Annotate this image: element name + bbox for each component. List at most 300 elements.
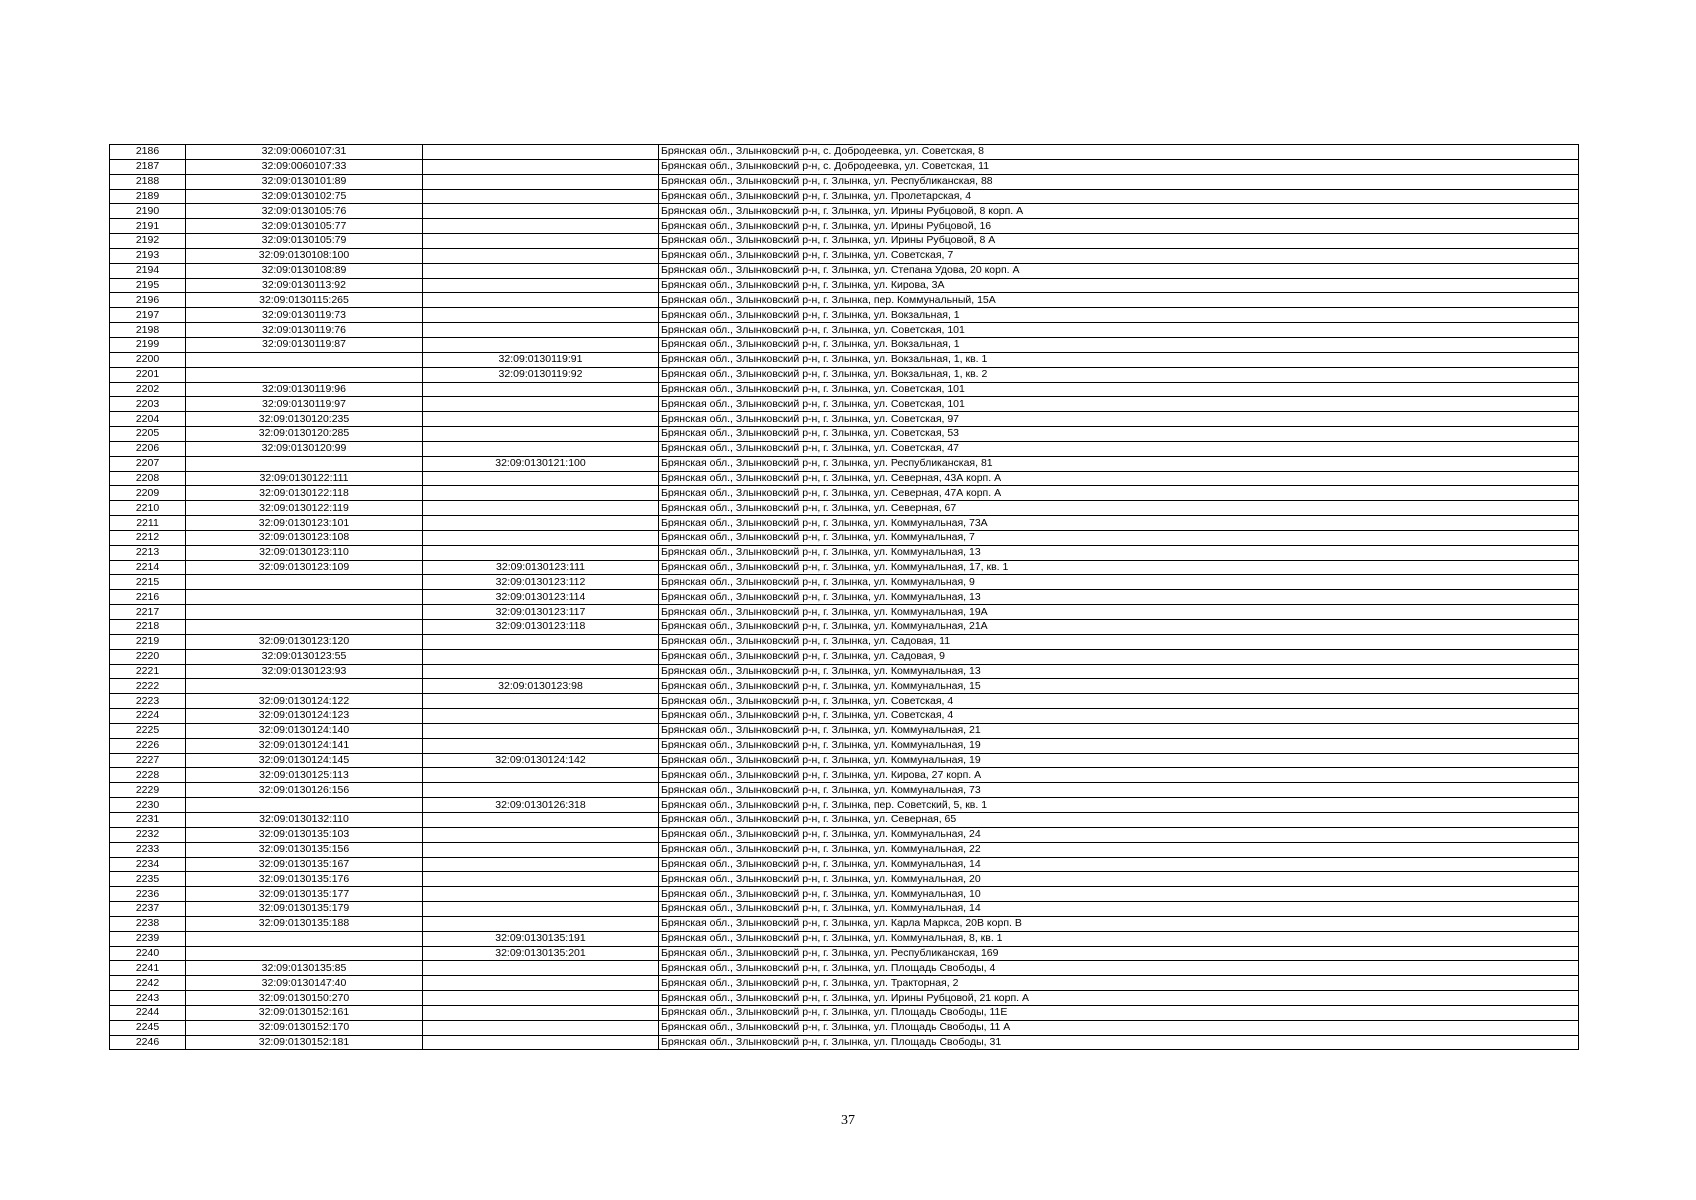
related-cadastral-number-cell — [423, 323, 659, 338]
row-number-cell: 2245 — [110, 1020, 186, 1035]
row-number-cell: 2213 — [110, 545, 186, 560]
cadastral-number-cell: 32:09:0130120:235 — [186, 412, 423, 427]
related-cadastral-number-cell — [423, 263, 659, 278]
cadastral-number-cell: 32:09:0130108:89 — [186, 263, 423, 278]
cadastral-number-cell: 32:09:0130150:270 — [186, 991, 423, 1006]
cadastral-number-cell: 32:09:0130123:101 — [186, 516, 423, 531]
row-number-cell: 2239 — [110, 931, 186, 946]
address-cell: Брянская обл., Злынковский р-н, г. Злынка, ул. Тракторная, 2 — [659, 976, 1579, 991]
address-cell: Брянская обл., Злынковский р-н, г. Злынка, ул. Советская, 47 — [659, 441, 1579, 456]
row-number-cell: 2201 — [110, 367, 186, 382]
table-row — [110, 456, 1579, 471]
table-row — [110, 278, 1579, 293]
related-cadastral-number-cell — [423, 337, 659, 352]
address-cell: Брянская обл., Злынковский р-н, г. Злынка, ул. Коммунальная, 21А — [659, 620, 1579, 635]
cadastral-number-cell: 32:09:0130120:285 — [186, 427, 423, 442]
row-number-cell: 2232 — [110, 827, 186, 842]
table-row — [110, 991, 1579, 1006]
related-cadastral-number-cell — [423, 145, 659, 160]
table-row — [110, 293, 1579, 308]
address-cell: Брянская обл., Злынковский р-н, г. Злынка, ул. Республиканская, 81 — [659, 456, 1579, 471]
row-number-cell: 2186 — [110, 145, 186, 160]
address-cell: Брянская обл., Злынковский р-н, с. Добродеевка, ул. Советская, 11 — [659, 159, 1579, 174]
table-row — [110, 649, 1579, 664]
cadastral-number-cell: 32:09:0130119:96 — [186, 382, 423, 397]
row-number-cell: 2236 — [110, 887, 186, 902]
related-cadastral-number-cell — [423, 664, 659, 679]
related-cadastral-number-cell — [423, 1020, 659, 1035]
cadastral-number-cell: 32:09:0130108:100 — [186, 248, 423, 263]
table-row — [110, 337, 1579, 352]
row-number-cell: 2217 — [110, 605, 186, 620]
related-cadastral-number-cell — [423, 694, 659, 709]
table-row — [110, 694, 1579, 709]
address-cell: Брянская обл., Злынковский р-н, г. Злынка, ул. Северная, 47А корп. А — [659, 486, 1579, 501]
address-cell: Брянская обл., Злынковский р-н, г. Злынка, ул. Ирины Рубцовой, 8 А — [659, 234, 1579, 249]
address-cell: Брянская обл., Злынковский р-н, г. Злынка, ул. Площадь Свободы, 11 А — [659, 1020, 1579, 1035]
address-cell: Брянская обл., Злынковский р-н, г. Злынка, ул. Коммунальная, 19 — [659, 738, 1579, 753]
row-number-cell: 2226 — [110, 738, 186, 753]
address-cell: Брянская обл., Злынковский р-н, г. Злынка, ул. Советская, 101 — [659, 382, 1579, 397]
address-cell: Брянская обл., Злынковский р-н, г. Злынка, ул. Кирова, 3А — [659, 278, 1579, 293]
related-cadastral-number-cell — [423, 1005, 659, 1020]
address-cell: Брянская обл., Злынковский р-н, г. Злынка, ул. Коммунальная, 14 — [659, 902, 1579, 917]
cadastral-number-cell — [186, 456, 423, 471]
cadastral-number-cell: 32:09:0130123:120 — [186, 634, 423, 649]
row-number-cell: 2222 — [110, 679, 186, 694]
related-cadastral-number-cell — [423, 278, 659, 293]
cadastral-number-cell: 32:09:0130152:170 — [186, 1020, 423, 1035]
row-number-cell: 2224 — [110, 709, 186, 724]
table-row — [110, 723, 1579, 738]
cadastral-number-cell — [186, 798, 423, 813]
table-row — [110, 679, 1579, 694]
cadastral-number-cell — [186, 605, 423, 620]
cadastral-number-cell — [186, 679, 423, 694]
address-cell: Брянская обл., Злынковский р-н, г. Злынка, ул. Советская, 4 — [659, 709, 1579, 724]
cadastral-number-cell: 32:09:0130123:93 — [186, 664, 423, 679]
row-number-cell: 2187 — [110, 159, 186, 174]
address-cell: Брянская обл., Злынковский р-н, г. Злынка, ул. Северная, 65 — [659, 812, 1579, 827]
cadastral-number-cell — [186, 590, 423, 605]
cadastral-number-cell: 32:09:0130135:179 — [186, 902, 423, 917]
related-cadastral-number-cell — [423, 486, 659, 501]
cadastral-number-cell: 32:09:0060107:31 — [186, 145, 423, 160]
cadastral-number-cell: 32:09:0130115:265 — [186, 293, 423, 308]
row-number-cell: 2235 — [110, 872, 186, 887]
row-number-cell: 2205 — [110, 427, 186, 442]
related-cadastral-number-cell — [423, 501, 659, 516]
cadastral-number-cell: 32:09:0130123:108 — [186, 530, 423, 545]
address-cell: Брянская обл., Злынковский р-н, г. Злынка, ул. Республиканская, 169 — [659, 946, 1579, 961]
address-cell: Брянская обл., Злынковский р-н, г. Злынка, ул. Ирины Рубцовой, 21 корп. А — [659, 991, 1579, 1006]
cadastral-number-cell: 32:09:0130113:92 — [186, 278, 423, 293]
cadastral-number-cell: 32:09:0130124:122 — [186, 694, 423, 709]
row-number-cell: 2228 — [110, 768, 186, 783]
address-cell: Брянская обл., Злынковский р-н, г. Злынка, ул. Вокзальная, 1 — [659, 337, 1579, 352]
address-cell: Брянская обл., Злынковский р-н, г. Злынка, ул. Ирины Рубцовой, 8 корп. А — [659, 204, 1579, 219]
related-cadastral-number-cell — [423, 991, 659, 1006]
cadastral-number-cell: 32:09:0130147:40 — [186, 976, 423, 991]
row-number-cell: 2246 — [110, 1035, 186, 1050]
table-row — [110, 827, 1579, 842]
address-cell: Брянская обл., Злынковский р-н, г. Злынка, ул. Советская, 101 — [659, 323, 1579, 338]
related-cadastral-number-cell — [423, 189, 659, 204]
cadastral-number-cell: 32:09:0130132:110 — [186, 812, 423, 827]
related-cadastral-number-cell — [423, 842, 659, 857]
table-row — [110, 560, 1579, 575]
table-row — [110, 976, 1579, 991]
address-cell: Брянская обл., Злынковский р-н, г. Злынка, ул. Карла Маркса, 20В корп. В — [659, 916, 1579, 931]
address-cell: Брянская обл., Злынковский р-н, г. Злынка, ул. Коммунальная, 17, кв. 1 — [659, 560, 1579, 575]
related-cadastral-number-cell — [423, 649, 659, 664]
related-cadastral-number-cell — [423, 902, 659, 917]
related-cadastral-number-cell — [423, 976, 659, 991]
row-number-cell: 2234 — [110, 857, 186, 872]
cadastral-number-cell: 32:09:0130124:140 — [186, 723, 423, 738]
address-cell: Брянская обл., Злынковский р-н, г. Злынка, ул. Советская, 97 — [659, 412, 1579, 427]
address-cell: Брянская обл., Злынковский р-н, г. Злынка, ул. Советская, 53 — [659, 427, 1579, 442]
row-number-cell: 2191 — [110, 219, 186, 234]
row-number-cell: 2196 — [110, 293, 186, 308]
table-row — [110, 323, 1579, 338]
table-row — [110, 145, 1579, 160]
address-cell: Брянская обл., Злынковский р-н, г. Злынка, ул. Коммунальная, 10 — [659, 887, 1579, 902]
related-cadastral-number-cell — [423, 857, 659, 872]
row-number-cell: 2240 — [110, 946, 186, 961]
address-cell: Брянская обл., Злынковский р-н, г. Злынка, ул. Коммунальная, 19А — [659, 605, 1579, 620]
address-cell: Брянская обл., Злынковский р-н, г. Злынка, ул. Кирова, 27 корп. А — [659, 768, 1579, 783]
related-cadastral-number-cell — [423, 471, 659, 486]
cadastral-number-cell — [186, 931, 423, 946]
row-number-cell: 2204 — [110, 412, 186, 427]
address-cell: Брянская обл., Злынковский р-н, г. Злынка, ул. Площадь Свободы, 31 — [659, 1035, 1579, 1050]
related-cadastral-number-cell: 32:09:0130126:318 — [423, 798, 659, 813]
related-cadastral-number-cell: 32:09:0130124:142 — [423, 753, 659, 768]
related-cadastral-number-cell: 32:09:0130123:117 — [423, 605, 659, 620]
related-cadastral-number-cell — [423, 174, 659, 189]
related-cadastral-number-cell: 32:09:0130121:100 — [423, 456, 659, 471]
cadastral-number-cell: 32:09:0130105:77 — [186, 219, 423, 234]
row-number-cell: 2241 — [110, 961, 186, 976]
cadastral-number-cell: 32:09:0130135:167 — [186, 857, 423, 872]
address-cell: Брянская обл., Злынковский р-н, г. Злынка, ул. Северная, 67 — [659, 501, 1579, 516]
cadastral-number-cell — [186, 946, 423, 961]
address-cell: Брянская обл., Злынковский р-н, г. Злынка, ул. Коммунальная, 13 — [659, 664, 1579, 679]
address-cell: Брянская обл., Злынковский р-н, г. Злынка, ул. Коммунальная, 73 — [659, 783, 1579, 798]
related-cadastral-number-cell — [423, 397, 659, 412]
related-cadastral-number-cell — [423, 308, 659, 323]
row-number-cell: 2197 — [110, 308, 186, 323]
related-cadastral-number-cell: 32:09:0130123:112 — [423, 575, 659, 590]
related-cadastral-number-cell: 32:09:0130135:191 — [423, 931, 659, 946]
row-number-cell: 2206 — [110, 441, 186, 456]
cadastral-number-cell: 32:09:0130122:119 — [186, 501, 423, 516]
row-number-cell: 2233 — [110, 842, 186, 857]
table-row — [110, 159, 1579, 174]
row-number-cell: 2207 — [110, 456, 186, 471]
table-row — [110, 204, 1579, 219]
related-cadastral-number-cell — [423, 634, 659, 649]
related-cadastral-number-cell: 32:09:0130123:111 — [423, 560, 659, 575]
related-cadastral-number-cell: 32:09:0130123:114 — [423, 590, 659, 605]
row-number-cell: 2218 — [110, 620, 186, 635]
row-number-cell: 2227 — [110, 753, 186, 768]
table-row — [110, 234, 1579, 249]
related-cadastral-number-cell — [423, 248, 659, 263]
address-cell: Брянская обл., Злынковский р-н, г. Злынка, ул. Советская, 101 — [659, 397, 1579, 412]
address-cell: Брянская обл., Злынковский р-н, г. Злынка, ул. Коммунальная, 8, кв. 1 — [659, 931, 1579, 946]
row-number-cell: 2231 — [110, 812, 186, 827]
table-row — [110, 605, 1579, 620]
cadastral-number-cell: 32:09:0130135:85 — [186, 961, 423, 976]
address-cell: Брянская обл., Злынковский р-н, г. Злынка, ул. Коммунальная, 21 — [659, 723, 1579, 738]
address-cell: Брянская обл., Злынковский р-н, г. Злынка, пер. Советский, 5, кв. 1 — [659, 798, 1579, 813]
row-number-cell: 2211 — [110, 516, 186, 531]
address-cell: Брянская обл., Злынковский р-н, г. Злынка, ул. Советская, 4 — [659, 694, 1579, 709]
row-number-cell: 2199 — [110, 337, 186, 352]
related-cadastral-number-cell — [423, 1035, 659, 1050]
table-row — [110, 1005, 1579, 1020]
address-cell: Брянская обл., Злынковский р-н, г. Злынка, ул. Коммунальная, 19 — [659, 753, 1579, 768]
cadastral-number-cell: 32:09:0130105:79 — [186, 234, 423, 249]
related-cadastral-number-cell: 32:09:0130119:91 — [423, 352, 659, 367]
row-number-cell: 2208 — [110, 471, 186, 486]
cadastral-number-cell: 32:09:0060107:33 — [186, 159, 423, 174]
cadastral-number-cell: 32:09:0130105:76 — [186, 204, 423, 219]
related-cadastral-number-cell — [423, 709, 659, 724]
address-cell: Брянская обл., Злынковский р-н, г. Злынка, ул. Коммунальная, 24 — [659, 827, 1579, 842]
related-cadastral-number-cell — [423, 783, 659, 798]
address-cell: Брянская обл., Злынковский р-н, г. Злынка, ул. Вокзальная, 1 — [659, 308, 1579, 323]
table-row — [110, 412, 1579, 427]
row-number-cell: 2203 — [110, 397, 186, 412]
cadastral-number-cell: 32:09:0130123:109 — [186, 560, 423, 575]
table-row — [110, 1020, 1579, 1035]
cadastral-number-cell: 32:09:0130152:161 — [186, 1005, 423, 1020]
cadastral-number-cell: 32:09:0130122:118 — [186, 486, 423, 501]
table-row — [110, 486, 1579, 501]
cadastral-number-cell: 32:09:0130126:156 — [186, 783, 423, 798]
table-row — [110, 530, 1579, 545]
cadastral-number-cell: 32:09:0130135:188 — [186, 916, 423, 931]
cadastral-number-cell: 32:09:0130124:123 — [186, 709, 423, 724]
address-cell: Брянская обл., Злынковский р-н, с. Добродеевка, ул. Советская, 8 — [659, 145, 1579, 160]
related-cadastral-number-cell — [423, 516, 659, 531]
table-row — [110, 783, 1579, 798]
related-cadastral-number-cell — [423, 812, 659, 827]
table-row — [110, 189, 1579, 204]
cadastral-number-cell: 32:09:0130135:177 — [186, 887, 423, 902]
related-cadastral-number-cell — [423, 159, 659, 174]
related-cadastral-number-cell — [423, 530, 659, 545]
table-row — [110, 516, 1579, 531]
page-number: 37 — [841, 1113, 855, 1128]
row-number-cell: 2219 — [110, 634, 186, 649]
related-cadastral-number-cell — [423, 738, 659, 753]
row-number-cell: 2212 — [110, 530, 186, 545]
address-cell: Брянская обл., Злынковский р-н, г. Злынка, ул. Садовая, 11 — [659, 634, 1579, 649]
row-number-cell: 2202 — [110, 382, 186, 397]
address-cell: Брянская обл., Злынковский р-н, г. Злынка, ул. Коммунальная, 15 — [659, 679, 1579, 694]
row-number-cell: 2194 — [110, 263, 186, 278]
table-row — [110, 798, 1579, 813]
address-cell: Брянская обл., Злынковский р-н, г. Злынка, пер. Коммунальный, 15А — [659, 293, 1579, 308]
row-number-cell: 2188 — [110, 174, 186, 189]
table-row — [110, 887, 1579, 902]
row-number-cell: 2195 — [110, 278, 186, 293]
address-cell: Брянская обл., Злынковский р-н, г. Злынка, ул. Садовая, 9 — [659, 649, 1579, 664]
cadastral-number-cell: 32:09:0130152:181 — [186, 1035, 423, 1050]
row-number-cell: 2244 — [110, 1005, 186, 1020]
cadastral-number-cell — [186, 620, 423, 635]
related-cadastral-number-cell — [423, 234, 659, 249]
related-cadastral-number-cell — [423, 872, 659, 887]
address-cell: Брянская обл., Злынковский р-н, г. Злынка, ул. Республиканская, 88 — [659, 174, 1579, 189]
row-number-cell: 2242 — [110, 976, 186, 991]
row-number-cell: 2221 — [110, 664, 186, 679]
row-number-cell: 2237 — [110, 902, 186, 917]
table-row — [110, 634, 1579, 649]
cadastral-number-cell: 32:09:0130124:141 — [186, 738, 423, 753]
row-number-cell: 2200 — [110, 352, 186, 367]
table-row — [110, 308, 1579, 323]
related-cadastral-number-cell — [423, 441, 659, 456]
cadastral-number-cell — [186, 367, 423, 382]
address-cell: Брянская обл., Злынковский р-н, г. Злынка, ул. Коммунальная, 20 — [659, 872, 1579, 887]
related-cadastral-number-cell — [423, 887, 659, 902]
cadastral-number-cell: 32:09:0130101:89 — [186, 174, 423, 189]
cadastral-number-cell: 32:09:0130123:55 — [186, 649, 423, 664]
row-number-cell: 2225 — [110, 723, 186, 738]
related-cadastral-number-cell — [423, 545, 659, 560]
row-number-cell: 2198 — [110, 323, 186, 338]
cadastral-number-cell: 32:09:0130124:145 — [186, 753, 423, 768]
table-row — [110, 501, 1579, 516]
table-row — [110, 753, 1579, 768]
table-row — [110, 842, 1579, 857]
table-row — [110, 174, 1579, 189]
table-row — [110, 1035, 1579, 1050]
property-table — [109, 144, 1579, 1050]
table-row — [110, 620, 1579, 635]
table-row — [110, 931, 1579, 946]
row-number-cell: 2223 — [110, 694, 186, 709]
table-row — [110, 248, 1579, 263]
address-cell: Брянская обл., Злынковский р-н, г. Злынка, ул. Коммунальная, 14 — [659, 857, 1579, 872]
address-cell: Брянская обл., Злынковский р-н, г. Злынка, ул. Степана Удова, 20 корп. А — [659, 263, 1579, 278]
address-cell: Брянская обл., Злынковский р-н, г. Злынка, ул. Советская, 7 — [659, 248, 1579, 263]
address-cell: Брянская обл., Злынковский р-н, г. Злынка, ул. Коммунальная, 22 — [659, 842, 1579, 857]
cadastral-number-cell: 32:09:0130119:97 — [186, 397, 423, 412]
address-cell: Брянская обл., Злынковский р-н, г. Злынка, ул. Северная, 43А корп. А — [659, 471, 1579, 486]
address-cell: Брянская обл., Злынковский р-н, г. Злынка, ул. Коммунальная, 73А — [659, 516, 1579, 531]
row-number-cell: 2214 — [110, 560, 186, 575]
cadastral-number-cell: 32:09:0130119:76 — [186, 323, 423, 338]
cadastral-number-cell: 32:09:0130123:110 — [186, 545, 423, 560]
cadastral-number-cell: 32:09:0130119:87 — [186, 337, 423, 352]
row-number-cell: 2215 — [110, 575, 186, 590]
table-row — [110, 352, 1579, 367]
row-number-cell: 2230 — [110, 798, 186, 813]
cadastral-number-cell: 32:09:0130125:113 — [186, 768, 423, 783]
table-row — [110, 545, 1579, 560]
row-number-cell: 2243 — [110, 991, 186, 1006]
table-row — [110, 961, 1579, 976]
table-row — [110, 664, 1579, 679]
table-row — [110, 902, 1579, 917]
related-cadastral-number-cell — [423, 427, 659, 442]
cadastral-number-cell: 32:09:0130120:99 — [186, 441, 423, 456]
address-cell: Брянская обл., Злынковский р-н, г. Злынка, ул. Коммунальная, 13 — [659, 545, 1579, 560]
related-cadastral-number-cell — [423, 723, 659, 738]
address-cell: Брянская обл., Злынковский р-н, г. Злынка, ул. Вокзальная, 1, кв. 2 — [659, 367, 1579, 382]
related-cadastral-number-cell: 32:09:0130123:98 — [423, 679, 659, 694]
address-cell: Брянская обл., Злынковский р-н, г. Злынка, ул. Ирины Рубцовой, 16 — [659, 219, 1579, 234]
related-cadastral-number-cell — [423, 916, 659, 931]
table-row — [110, 219, 1579, 234]
related-cadastral-number-cell — [423, 204, 659, 219]
table-row — [110, 812, 1579, 827]
table-row — [110, 590, 1579, 605]
address-cell: Брянская обл., Злынковский р-н, г. Злынка, ул. Вокзальная, 1, кв. 1 — [659, 352, 1579, 367]
address-cell: Брянская обл., Злынковский р-н, г. Злынка, ул. Пролетарская, 4 — [659, 189, 1579, 204]
row-number-cell: 2216 — [110, 590, 186, 605]
related-cadastral-number-cell — [423, 293, 659, 308]
table-row — [110, 441, 1579, 456]
table-row — [110, 427, 1579, 442]
table-row — [110, 916, 1579, 931]
related-cadastral-number-cell: 32:09:0130135:201 — [423, 946, 659, 961]
table-row — [110, 575, 1579, 590]
table-row — [110, 857, 1579, 872]
row-number-cell: 2229 — [110, 783, 186, 798]
related-cadastral-number-cell — [423, 412, 659, 427]
cadastral-number-cell: 32:09:0130122:111 — [186, 471, 423, 486]
related-cadastral-number-cell — [423, 219, 659, 234]
cadastral-number-cell: 32:09:0130102:75 — [186, 189, 423, 204]
cadastral-number-cell: 32:09:0130135:156 — [186, 842, 423, 857]
related-cadastral-number-cell: 32:09:0130119:92 — [423, 367, 659, 382]
table-row — [110, 946, 1579, 961]
cadastral-number-cell — [186, 352, 423, 367]
related-cadastral-number-cell — [423, 961, 659, 976]
row-number-cell: 2190 — [110, 204, 186, 219]
table-row — [110, 768, 1579, 783]
address-cell: Брянская обл., Злынковский р-н, г. Злынка, ул. Коммунальная, 7 — [659, 530, 1579, 545]
table-row — [110, 263, 1579, 278]
table-row — [110, 709, 1579, 724]
related-cadastral-number-cell — [423, 827, 659, 842]
cadastral-number-cell — [186, 575, 423, 590]
table-row — [110, 382, 1579, 397]
property-table-body — [110, 145, 1579, 1050]
row-number-cell: 2220 — [110, 649, 186, 664]
cadastral-number-cell: 32:09:0130119:73 — [186, 308, 423, 323]
row-number-cell: 2210 — [110, 501, 186, 516]
table-row — [110, 397, 1579, 412]
related-cadastral-number-cell: 32:09:0130123:118 — [423, 620, 659, 635]
row-number-cell: 2238 — [110, 916, 186, 931]
row-number-cell: 2193 — [110, 248, 186, 263]
table-row — [110, 471, 1579, 486]
row-number-cell: 2192 — [110, 234, 186, 249]
address-cell: Брянская обл., Злынковский р-н, г. Злынка, ул. Площадь Свободы, 4 — [659, 961, 1579, 976]
address-cell: Брянская обл., Злынковский р-н, г. Злынка, ул. Коммунальная, 13 — [659, 590, 1579, 605]
table-row — [110, 872, 1579, 887]
address-cell: Брянская обл., Злынковский р-н, г. Злынка, ул. Площадь Свободы, 11Е — [659, 1005, 1579, 1020]
cadastral-number-cell: 32:09:0130135:176 — [186, 872, 423, 887]
